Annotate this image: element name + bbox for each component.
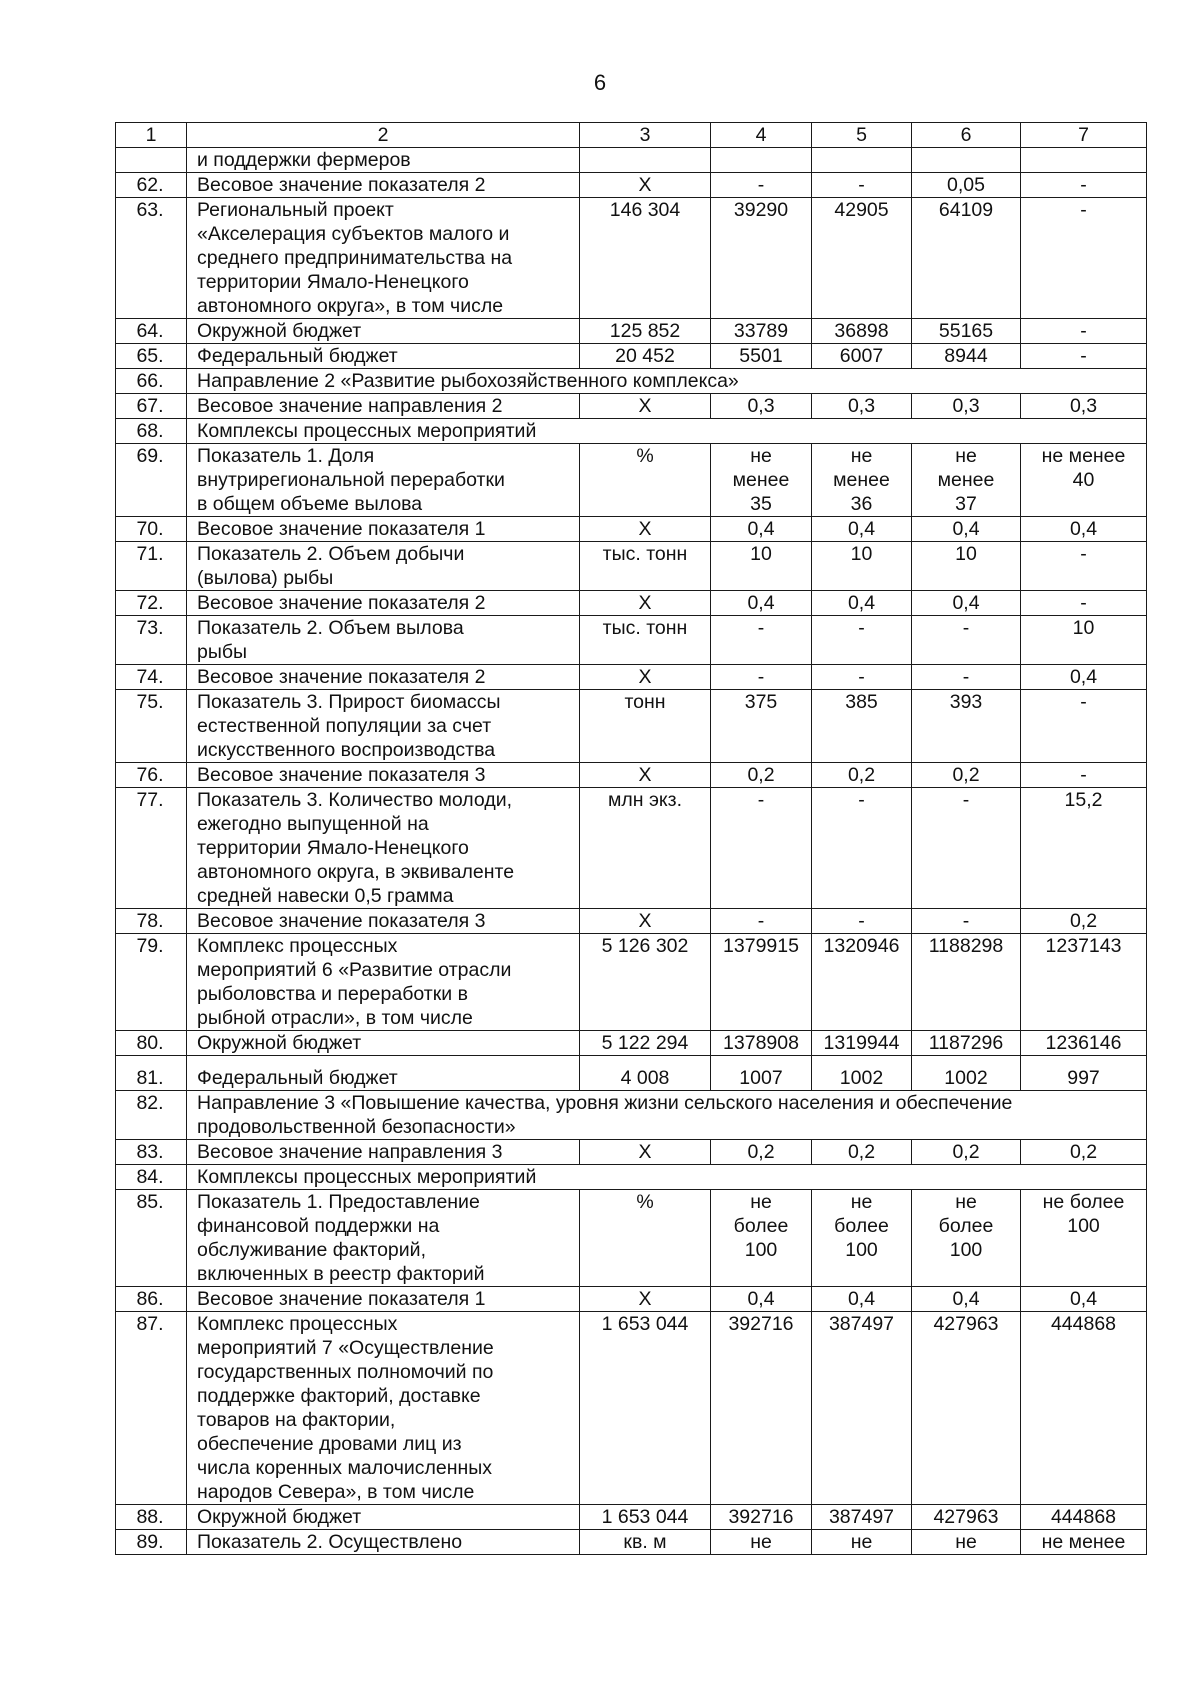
row-number-cell: 64. [116,319,187,344]
value-cell-col5: 1320946 [812,934,912,1031]
row-number-cell: 87. [116,1312,187,1505]
section-heading-cell: Комплексы процессных мероприятий [187,419,1147,444]
indicator-name-cell: Показатель 3. Количество молоди, ежегодно выпущенной на территории Ямало-Ненецкого автономного округа, в эквиваленте средней навески 0,5 грамма [187,788,580,909]
header-cell: 5 [812,123,912,148]
value-cell-col7: 1236146 [1021,1031,1147,1056]
value-cell-col7: 997 [1021,1056,1147,1091]
value-cell-col7: - [1021,591,1147,616]
unit-total-cell: 20 452 [580,344,711,369]
header-cell: 1 [116,123,187,148]
value-cell-col4: 0,2 [711,1140,812,1165]
unit-total-cell: % [580,1190,711,1287]
value-cell-col4: 0,4 [711,1287,812,1312]
table-row [116,173,1147,198]
value-cell-col4: 1379915 [711,934,812,1031]
indicator-name-cell: Показатель 3. Прирост биомассы естественной популяции за счет искусственного воспроизводства [187,690,580,763]
value-cell-col7: - [1021,763,1147,788]
value-cell-col6: 1188298 [912,934,1021,1031]
header-cell: 4 [711,123,812,148]
value-cell-col6: 0,05 [912,173,1021,198]
header-cell: 2 [187,123,580,148]
header-cell: 6 [912,123,1021,148]
unit-total-cell: Х [580,394,711,419]
indicator-name-cell: Окружной бюджет [187,1031,580,1056]
indicator-name-cell: Окружной бюджет [187,1505,580,1530]
table-row [116,1530,1147,1555]
table-row [116,934,1147,1031]
unit-total-cell: 125 852 [580,319,711,344]
value-cell-col4: - [711,909,812,934]
value-cell-col6: 0,3 [912,394,1021,419]
indicator-name-cell: Весовое значение показателя 2 [187,665,580,690]
table-row [116,1031,1147,1056]
row-number-cell: 70. [116,517,187,542]
value-cell-col6: - [912,909,1021,934]
table-body [116,123,1147,1555]
indicator-name-cell: Весовое значение показателя 2 [187,173,580,198]
table-row [116,198,1147,319]
indicator-name-cell: Показатель 1. Предоставление финансовой поддержки на обслуживание факторий, включенных в реестр факторий [187,1190,580,1287]
unit-total-cell: 5 122 294 [580,1031,711,1056]
value-cell-col6: - [912,665,1021,690]
unit-total-cell: Х [580,517,711,542]
unit-total-cell: Х [580,1140,711,1165]
value-cell-col7: - [1021,690,1147,763]
value-cell-col6: 64109 [912,198,1021,319]
value-cell-col7: 15,2 [1021,788,1147,909]
value-cell-col6: 10 [912,542,1021,591]
row-number-cell [116,148,187,173]
row-number-cell: 74. [116,665,187,690]
value-cell-col6: 0,2 [912,763,1021,788]
value-cell-col4: 0,2 [711,763,812,788]
value-cell-col7: 0,2 [1021,909,1147,934]
value-cell-col6: не [912,1530,1021,1555]
value-cell-col7: 444868 [1021,1505,1147,1530]
indicator-name-cell: Комплекс процессных мероприятий 6 «Развитие отрасли рыболовства и переработки в рыбной отрасли», в том числе [187,934,580,1031]
value-cell-col4: не менее 35 [711,444,812,517]
table-row [116,1287,1147,1312]
value-cell-col6: 393 [912,690,1021,763]
value-cell-col6: 55165 [912,319,1021,344]
unit-total-cell: 5 126 302 [580,934,711,1031]
value-cell-col5: не [812,1530,912,1555]
value-cell-col5: 0,4 [812,1287,912,1312]
value-cell-col4: 10 [711,542,812,591]
value-cell-col5 [812,148,912,173]
value-cell-col7: не менее 40 [1021,444,1147,517]
table-row [116,1140,1147,1165]
value-cell-col4 [711,148,812,173]
row-number-cell: 72. [116,591,187,616]
value-cell-col7: 0,4 [1021,1287,1147,1312]
row-number-cell: 63. [116,198,187,319]
row-number-cell: 68. [116,419,187,444]
header-cell: 7 [1021,123,1147,148]
table-row [116,369,1147,394]
row-number-cell: 84. [116,1165,187,1190]
value-cell-col5: - [812,616,912,665]
unit-total-cell: Х [580,1287,711,1312]
table-row [116,909,1147,934]
table-row [116,419,1147,444]
program-table [115,122,1147,1555]
value-cell-col6 [912,148,1021,173]
value-cell-col4: не [711,1530,812,1555]
value-cell-col5: 0,4 [812,591,912,616]
value-cell-col4: 392716 [711,1312,812,1505]
value-cell-col7: - [1021,319,1147,344]
value-cell-col7: 0,2 [1021,1140,1147,1165]
row-number-cell: 88. [116,1505,187,1530]
row-number-cell: 79. [116,934,187,1031]
unit-total-cell: 1 653 044 [580,1312,711,1505]
value-cell-col4: 1378908 [711,1031,812,1056]
unit-total-cell: тыс. тонн [580,542,711,591]
value-cell-col5: 1002 [812,1056,912,1091]
value-cell-col5: 1319944 [812,1031,912,1056]
unit-total-cell: Х [580,763,711,788]
value-cell-col6: 0,4 [912,591,1021,616]
value-cell-col6: - [912,788,1021,909]
value-cell-col5: не более 100 [812,1190,912,1287]
unit-total-cell: тонн [580,690,711,763]
value-cell-col6: 427963 [912,1505,1021,1530]
value-cell-col5: 6007 [812,344,912,369]
table-row [116,344,1147,369]
table-row [116,319,1147,344]
table-row [116,665,1147,690]
table-row [116,517,1147,542]
row-number-cell: 62. [116,173,187,198]
value-cell-col4: 0,4 [711,517,812,542]
value-cell-col5: не менее 36 [812,444,912,517]
table-row [116,542,1147,591]
value-cell-col4: - [711,616,812,665]
value-cell-col6: не более 100 [912,1190,1021,1287]
unit-total-cell: тыс. тонн [580,616,711,665]
unit-total-cell: млн экз. [580,788,711,909]
indicator-name-cell: Весовое значение показателя 3 [187,763,580,788]
unit-total-cell: кв. м [580,1530,711,1555]
value-cell-col5: 387497 [812,1505,912,1530]
table-row [116,690,1147,763]
value-cell-col7: 1237143 [1021,934,1147,1031]
section-heading-cell: Комплексы процессных мероприятий [187,1165,1147,1190]
unit-total-cell: 4 008 [580,1056,711,1091]
table-row [116,394,1147,419]
row-number-cell: 85. [116,1190,187,1287]
indicator-name-cell: Весовое значение направления 3 [187,1140,580,1165]
value-cell-col5: 387497 [812,1312,912,1505]
value-cell-col5: - [812,909,912,934]
value-cell-col6: не менее 37 [912,444,1021,517]
row-number-cell: 67. [116,394,187,419]
indicator-name-cell: Показатель 2. Осуществлено [187,1530,580,1555]
value-cell-col6: 1187296 [912,1031,1021,1056]
indicator-name-cell: Региональный проект «Акселерация субъектов малого и среднего предпринимательства на территории Ямало-Ненецкого автономного округа», в том числе [187,198,580,319]
unit-total-cell: 146 304 [580,198,711,319]
value-cell-col7: - [1021,173,1147,198]
indicator-name-cell: Федеральный бюджет [187,344,580,369]
unit-total-cell: Х [580,173,711,198]
unit-total-cell: % [580,444,711,517]
row-number-cell: 80. [116,1031,187,1056]
value-cell-col7: 10 [1021,616,1147,665]
row-number-cell: 65. [116,344,187,369]
value-cell-col7: 0,3 [1021,394,1147,419]
section-heading-cell: Направление 2 «Развитие рыбохозяйственного комплекса» [187,369,1147,394]
unit-total-cell: Х [580,665,711,690]
value-cell-col5: 0,2 [812,763,912,788]
row-number-cell: 73. [116,616,187,665]
value-cell-col5: 36898 [812,319,912,344]
unit-total-cell: Х [580,909,711,934]
indicator-name-cell: Весовое значение показателя 1 [187,517,580,542]
table-row [116,444,1147,517]
value-cell-col6: 427963 [912,1312,1021,1505]
value-cell-col7: 0,4 [1021,517,1147,542]
value-cell-col5: 385 [812,690,912,763]
row-number-cell: 89. [116,1530,187,1555]
unit-total-cell [580,148,711,173]
row-number-cell: 78. [116,909,187,934]
indicator-name-cell: Показатель 1. Доля внутрирегиональной переработки в общем объеме вылова [187,444,580,517]
table-row [116,1165,1147,1190]
table-row [116,591,1147,616]
value-cell-col4: - [711,173,812,198]
value-cell-col4: 375 [711,690,812,763]
table-row [116,1190,1147,1287]
section-heading-cell: Направление 3 «Повышение качества, уровня жизни сельского населения и обеспечение продовольственной безопасности» [187,1091,1147,1140]
value-cell-col4: 39290 [711,198,812,319]
value-cell-col5: - [812,788,912,909]
value-cell-col7: 0,4 [1021,665,1147,690]
value-cell-col4: 1007 [711,1056,812,1091]
value-cell-col7: - [1021,542,1147,591]
value-cell-col4: не более 100 [711,1190,812,1287]
value-cell-col4: - [711,665,812,690]
value-cell-col6: 0,2 [912,1140,1021,1165]
value-cell-col4: - [711,788,812,909]
row-number-cell: 86. [116,1287,187,1312]
table-row [116,1056,1147,1091]
value-cell-col6: 8944 [912,344,1021,369]
unit-total-cell: Х [580,591,711,616]
value-cell-col7: - [1021,344,1147,369]
table-row [116,616,1147,665]
row-number-cell: 69. [116,444,187,517]
table-row [116,148,1147,173]
table-row [116,1505,1147,1530]
value-cell-col4: 0,4 [711,591,812,616]
value-cell-col5: 0,2 [812,1140,912,1165]
value-cell-col4: 0,3 [711,394,812,419]
indicator-name-cell: Показатель 2. Объем добычи (вылова) рыбы [187,542,580,591]
unit-total-cell: 1 653 044 [580,1505,711,1530]
indicator-name-cell: Показатель 2. Объем вылова рыбы [187,616,580,665]
value-cell-col6: - [912,616,1021,665]
table-row [116,788,1147,909]
row-number-cell: 76. [116,763,187,788]
table-row [116,763,1147,788]
indicator-name-cell: Окружной бюджет [187,319,580,344]
row-number-cell: 82. [116,1091,187,1140]
table-row [116,1091,1147,1140]
value-cell-col5: 0,4 [812,517,912,542]
indicator-name-cell: Весовое значение направления 2 [187,394,580,419]
value-cell-col4: 33789 [711,319,812,344]
row-number-cell: 75. [116,690,187,763]
value-cell-col4: 392716 [711,1505,812,1530]
indicator-name-cell: Федеральный бюджет [187,1056,580,1091]
indicator-name-cell: Весовое значение показателя 2 [187,591,580,616]
indicator-name-cell: Комплекс процессных мероприятий 7 «Осуществление государственных полномочий по поддержке факторий, доставке товаров на фактории, обеспечение дровами лиц из числа коренных малочисленных народов Севера», в том числе [187,1312,580,1505]
value-cell-col6: 0,4 [912,517,1021,542]
value-cell-col5: - [812,665,912,690]
row-number-cell: 83. [116,1140,187,1165]
value-cell-col7: не более 100 [1021,1190,1147,1287]
indicator-name-cell: Весовое значение показателя 3 [187,909,580,934]
value-cell-col7: - [1021,198,1147,319]
value-cell-col4: 5501 [711,344,812,369]
indicator-name-cell: Весовое значение показателя 1 [187,1287,580,1312]
table-row [116,1312,1147,1505]
value-cell-col6: 1002 [912,1056,1021,1091]
indicator-name-cell: и поддержки фермеров [187,148,580,173]
header-cell: 3 [580,123,711,148]
value-cell-col7: 444868 [1021,1312,1147,1505]
value-cell-col6: 0,4 [912,1287,1021,1312]
value-cell-col5: 10 [812,542,912,591]
value-cell-col7 [1021,148,1147,173]
table-header-row [116,123,1147,148]
value-cell-col5: - [812,173,912,198]
page-number: 6 [593,70,607,95]
value-cell-col5: 42905 [812,198,912,319]
value-cell-col5: 0,3 [812,394,912,419]
row-number-cell: 81. [116,1056,187,1091]
row-number-cell: 77. [116,788,187,909]
row-number-cell: 66. [116,369,187,394]
value-cell-col7: не менее [1021,1530,1147,1555]
row-number-cell: 71. [116,542,187,591]
